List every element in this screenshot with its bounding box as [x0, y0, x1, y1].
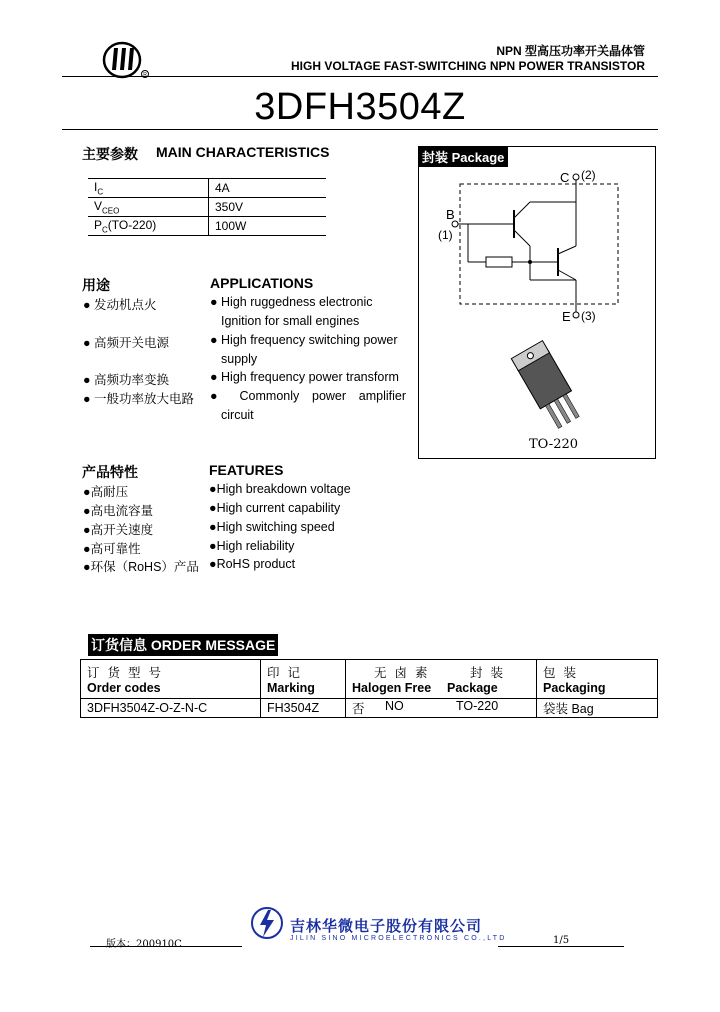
table-row: $I_C$ 4A: [88, 179, 326, 198]
pin-e-number: (3): [581, 309, 596, 323]
list-item: ● High frequency power transform: [210, 370, 399, 384]
pin-c-number: (2): [581, 168, 596, 182]
list-item: ●高电流容量: [83, 504, 154, 518]
applications-heading-cn: 用途: [82, 277, 110, 293]
company-name-cn: 吉林华微电子股份有限公司: [290, 918, 483, 935]
company-name-en: JILIN SINO MICROELECTRONICS CO.,LTD: [290, 935, 507, 942]
list-item: ●高耐压: [83, 485, 129, 499]
table-row: 3DFH3504Z-O-Z-N-C FH3504Z 否 NO TO-220 袋装 Bag: [81, 699, 658, 718]
main-characteristics-heading-cn: 主要参数: [82, 146, 138, 162]
main-characteristics-heading-en: MAIN CHARACTERISTICS: [156, 144, 330, 160]
list-item: ●High current capability: [209, 501, 341, 515]
list-item: circuit: [221, 408, 254, 422]
list-item: ●High breakdown voltage: [209, 482, 351, 496]
list-item: ● High ruggedness electronic: [210, 295, 373, 309]
list-item: ●RoHS product: [209, 557, 296, 571]
pin-b-number: (1): [438, 228, 453, 242]
list-item: ●环保（RoHS）产品: [83, 560, 199, 574]
title-divider: [62, 129, 658, 130]
title-cn: NPN 型高压功率开关晶体管: [496, 44, 645, 58]
applications-heading-en: APPLICATIONS: [210, 275, 314, 291]
list-item: ● 发动机点火: [83, 298, 157, 312]
list-item: ● 高频功率变换: [83, 373, 170, 387]
order-heading: 订货信息 ORDER MESSAGE: [88, 634, 278, 656]
page-number: 1/5: [553, 935, 570, 946]
footer-logo: [250, 906, 284, 940]
table-header-row: 订货型号 Order codes 印记 Marking 无卤素 封装 Halogen Free Package 包装 Packaging: [81, 660, 658, 699]
footer-rule-right: [498, 946, 624, 947]
list-item: ●高开关速度: [83, 523, 154, 537]
list-item: supply: [221, 352, 258, 366]
order-table: [80, 659, 658, 718]
table-row: $P_C(TO-220)$ 100W: [88, 217, 326, 236]
darlington-schematic: [418, 146, 656, 459]
table-row: $V_{CEO}$ 350V: [88, 198, 326, 217]
pin-c-label: C: [560, 170, 570, 185]
list-item: ● High frequency switching power: [210, 333, 398, 347]
pin-b-label: B: [446, 207, 455, 222]
company-logo: [100, 40, 152, 80]
list-item: ● 高频开关电源: [83, 336, 170, 350]
list-item: ●High switching speed: [209, 520, 335, 534]
package-heading: 封装 Package: [418, 146, 508, 167]
list-item: Ignition for small engines: [221, 314, 360, 328]
characteristics-table: [88, 178, 326, 236]
features-heading-cn: 产品特性: [82, 464, 138, 480]
list-item: ●高可靠性: [83, 542, 141, 556]
features-heading-en: FEATURES: [209, 462, 284, 478]
part-number: 3DFH3504Z: [254, 86, 466, 128]
pin-e-label: E: [562, 309, 571, 324]
package-name: TO-220: [529, 437, 579, 452]
version-label: 版本：200910C: [106, 939, 182, 950]
list-item: ●High reliability: [209, 539, 295, 553]
svg-text:R: R: [143, 72, 147, 78]
list-item: ● 一般功率放大电路: [83, 392, 195, 406]
header-divider: [62, 76, 658, 77]
title-en: HIGH VOLTAGE FAST-SWITCHING NPN POWER TRANSISTOR: [290, 59, 645, 73]
list-item: ● Commonly power amplifier: [210, 389, 406, 403]
